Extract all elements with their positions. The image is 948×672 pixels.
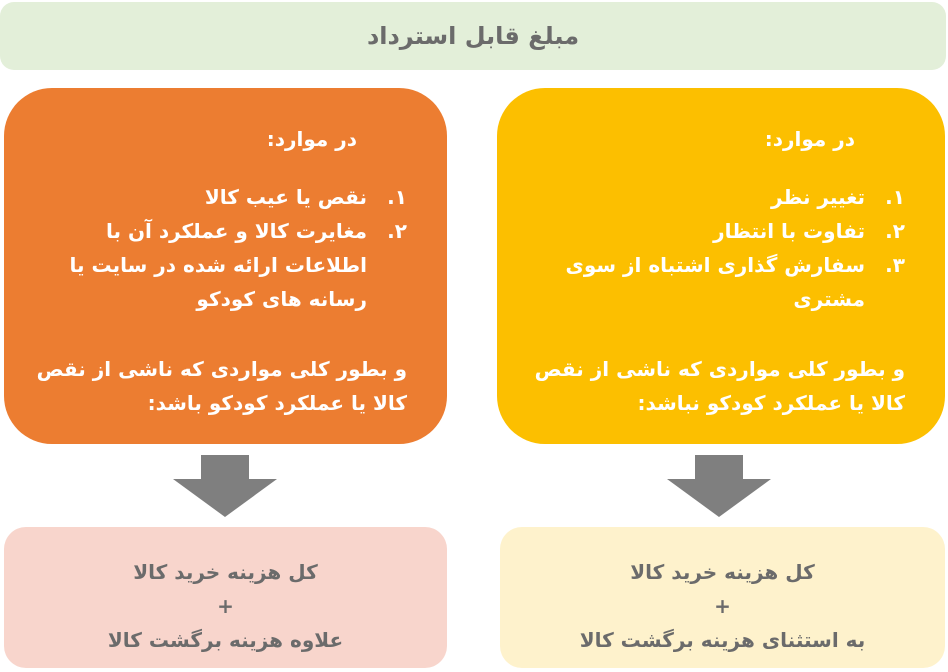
list-item-number: ۲.: [885, 219, 905, 243]
diagram-title-bar: [0, 2, 946, 70]
list-item: [34, 180, 407, 214]
list-item-number: ۱.: [387, 185, 407, 209]
defect-cases-card: [4, 88, 447, 444]
list-item-number: ۱.: [885, 185, 905, 209]
list-item-text: تفاوت با انتظار: [713, 219, 865, 243]
list-item-text: سفارش گذاری اشتباه از سوی مشتری: [565, 253, 865, 311]
defect-cases-summary: و بطور کلی مواردی که ناشی از نقص کالا یا عملکرد کودکو باشد:: [36, 357, 407, 415]
customer-refund-box: [500, 527, 945, 668]
list-item-text: مغایرت کالا و عملکرد آن با اطلاعات ارائه شده در سایت یا رسانه های کودکو: [69, 219, 367, 311]
refund-line-purchase: کل هزینه خرید کالا: [133, 560, 318, 584]
refund-plus-sign: +: [217, 594, 234, 618]
refund-line-return-shipping: علاوه هزینه برگشت کالا: [107, 628, 344, 652]
defect-cases-heading: در موارد:: [266, 127, 357, 151]
list-item-text: نقص یا عیب کالا: [204, 185, 367, 209]
list-item-number: ۲.: [387, 219, 407, 243]
refund-line-purchase: کل هزینه خرید کالا: [630, 560, 815, 584]
defect-cases-list: [34, 180, 407, 316]
list-item: [34, 214, 407, 316]
customer-cases-summary: و بطور کلی مواردی که ناشی از نقص کالا یا عملکرد کودکو نباشد:: [534, 357, 905, 415]
customer-cases-list: [533, 180, 905, 316]
list-item: [533, 214, 905, 248]
refund-plus-sign: +: [714, 594, 731, 618]
customer-cases-heading: در موارد:: [764, 127, 855, 151]
arrow-down-icon: [667, 455, 771, 517]
customer-cases-card: [497, 88, 945, 444]
arrow-down-icon: [173, 455, 277, 517]
list-item: [533, 180, 905, 214]
refund-line-return-shipping: به استثنای هزینه برگشت کالا: [579, 628, 866, 652]
diagram-title: مبلغ قابل استرداد: [366, 22, 580, 50]
list-item-text: تغییر نظر: [771, 185, 865, 209]
list-item-number: ۳.: [885, 253, 905, 277]
list-item: [533, 248, 905, 316]
defect-refund-box: [4, 527, 447, 668]
